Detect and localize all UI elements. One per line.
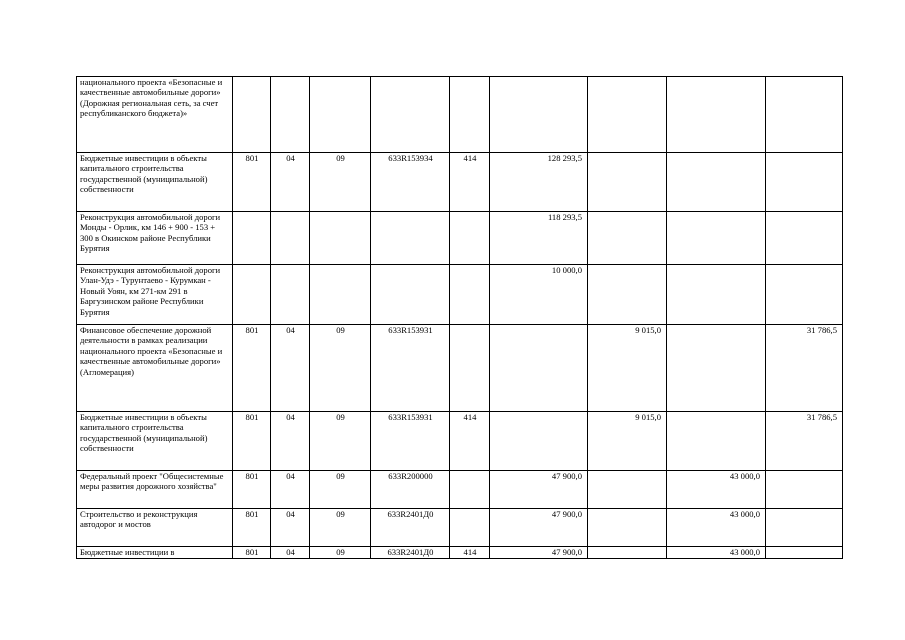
- subsection-code-cell: 09: [310, 325, 371, 412]
- row-name-cell: Реконструкция автомобильной дороги Монды - Орлик, км 146 + 900 - 153 + 300 в Окинском районе Республики Бурятия: [77, 212, 233, 265]
- amount-cell-4: [766, 212, 843, 265]
- expense-type-code-cell: [450, 77, 490, 153]
- table-row: [77, 212, 843, 265]
- amount-cell-3: [667, 325, 766, 412]
- amount-cell-4: [766, 547, 843, 559]
- subsection-code-cell: [310, 77, 371, 153]
- row-name-cell: Федеральный проект "Общесистемные меры развития дорожного хозяйства": [77, 471, 233, 509]
- subsection-code-cell: [310, 265, 371, 325]
- expense-type-code-cell: [450, 265, 490, 325]
- amount-cell-2: [588, 153, 667, 212]
- target-article-code-cell: [371, 265, 450, 325]
- row-name-cell: Бюджетные инвестиции в: [77, 547, 233, 559]
- table-row: [77, 77, 843, 153]
- amount-cell-3: [667, 153, 766, 212]
- grbs-code-cell: 801: [233, 509, 271, 547]
- amount-cell-3: [667, 412, 766, 471]
- target-article-code-cell: 633R200000: [371, 471, 450, 509]
- table-row: [77, 153, 843, 212]
- row-name-cell: Бюджетные инвестиции в объекты капитального строительства государственной (муниципальной) собственности: [77, 412, 233, 471]
- amount-cell-1: 10 000,0: [490, 265, 588, 325]
- subsection-code-cell: 09: [310, 471, 371, 509]
- table-row: [77, 471, 843, 509]
- row-name-cell: национального проекта «Безопасные и качественные автомобильные дороги» (Дорожная региональная сеть, за счет республиканского бюджета)»: [77, 77, 233, 153]
- amount-cell-2: [588, 265, 667, 325]
- amount-cell-1: [490, 77, 588, 153]
- section-code-cell: 04: [271, 471, 310, 509]
- amount-cell-4: [766, 77, 843, 153]
- amount-cell-2: [588, 471, 667, 509]
- expense-type-code-cell: 414: [450, 547, 490, 559]
- amount-cell-2: 9 015,0: [588, 412, 667, 471]
- grbs-code-cell: 801: [233, 153, 271, 212]
- subsection-code-cell: [310, 212, 371, 265]
- amount-cell-1: 47 900,0: [490, 509, 588, 547]
- row-name-cell: Реконструкция автомобильной дороги Улан-Удэ - Турунтаево - Курумкан - Новый Уоян, км 271-км 291 в Баргузинском районе Республики Бурятия: [77, 265, 233, 325]
- section-code-cell: 04: [271, 547, 310, 559]
- amount-cell-1: 47 900,0: [490, 471, 588, 509]
- expense-type-code-cell: [450, 471, 490, 509]
- amount-cell-1: [490, 412, 588, 471]
- expense-type-code-cell: 414: [450, 153, 490, 212]
- section-code-cell: 04: [271, 153, 310, 212]
- subsection-code-cell: 09: [310, 153, 371, 212]
- expense-type-code-cell: [450, 212, 490, 265]
- section-code-cell: [271, 265, 310, 325]
- amount-cell-1: 47 900,0: [490, 547, 588, 559]
- target-article-code-cell: 633R153931: [371, 412, 450, 471]
- section-code-cell: 04: [271, 509, 310, 547]
- subsection-code-cell: 09: [310, 412, 371, 471]
- table-row: [77, 325, 843, 412]
- expense-type-code-cell: 414: [450, 412, 490, 471]
- target-article-code-cell: 633R2401Д0: [371, 547, 450, 559]
- grbs-code-cell: [233, 77, 271, 153]
- grbs-code-cell: 801: [233, 325, 271, 412]
- amount-cell-2: [588, 77, 667, 153]
- expense-type-code-cell: [450, 509, 490, 547]
- amount-cell-3: 43 000,0: [667, 471, 766, 509]
- amount-cell-2: [588, 212, 667, 265]
- amount-cell-4: [766, 153, 843, 212]
- amount-cell-2: [588, 509, 667, 547]
- amount-cell-3: 43 000,0: [667, 509, 766, 547]
- target-article-code-cell: 633R2401Д0: [371, 509, 450, 547]
- amount-cell-3: [667, 265, 766, 325]
- section-code-cell: 04: [271, 325, 310, 412]
- amount-cell-2: 9 015,0: [588, 325, 667, 412]
- target-article-code-cell: [371, 212, 450, 265]
- target-article-code-cell: [371, 77, 450, 153]
- amount-cell-4: [766, 509, 843, 547]
- amount-cell-2: [588, 547, 667, 559]
- amount-cell-3: [667, 77, 766, 153]
- row-name-cell: Строительство и реконструкция автодорог и мостов: [77, 509, 233, 547]
- amount-cell-4: 31 786,5: [766, 325, 843, 412]
- grbs-code-cell: [233, 265, 271, 325]
- amount-cell-3: [667, 212, 766, 265]
- amount-cell-4: [766, 471, 843, 509]
- amount-cell-4: [766, 265, 843, 325]
- section-code-cell: [271, 77, 310, 153]
- budget-table: [76, 76, 843, 559]
- expense-type-code-cell: [450, 325, 490, 412]
- table-row: [77, 412, 843, 471]
- row-name-cell: Финансовое обеспечение дорожной деятельности в рамках реализации национального проекта «Безопасные и качественные автомобильные дороги» (Агломерация): [77, 325, 233, 412]
- section-code-cell: 04: [271, 412, 310, 471]
- amount-cell-1: 118 293,5: [490, 212, 588, 265]
- subsection-code-cell: 09: [310, 509, 371, 547]
- grbs-code-cell: 801: [233, 471, 271, 509]
- subsection-code-cell: 09: [310, 547, 371, 559]
- table-row: [77, 265, 843, 325]
- target-article-code-cell: 633R153931: [371, 325, 450, 412]
- grbs-code-cell: 801: [233, 412, 271, 471]
- amount-cell-1: [490, 325, 588, 412]
- amount-cell-4: 31 786,5: [766, 412, 843, 471]
- amount-cell-1: 128 293,5: [490, 153, 588, 212]
- amount-cell-3: 43 000,0: [667, 547, 766, 559]
- table-row: [77, 547, 843, 559]
- section-code-cell: [271, 212, 310, 265]
- grbs-code-cell: 801: [233, 547, 271, 559]
- target-article-code-cell: 633R153934: [371, 153, 450, 212]
- row-name-cell: Бюджетные инвестиции в объекты капитального строительства государственной (муниципальной) собственности: [77, 153, 233, 212]
- grbs-code-cell: [233, 212, 271, 265]
- table-row: [77, 509, 843, 547]
